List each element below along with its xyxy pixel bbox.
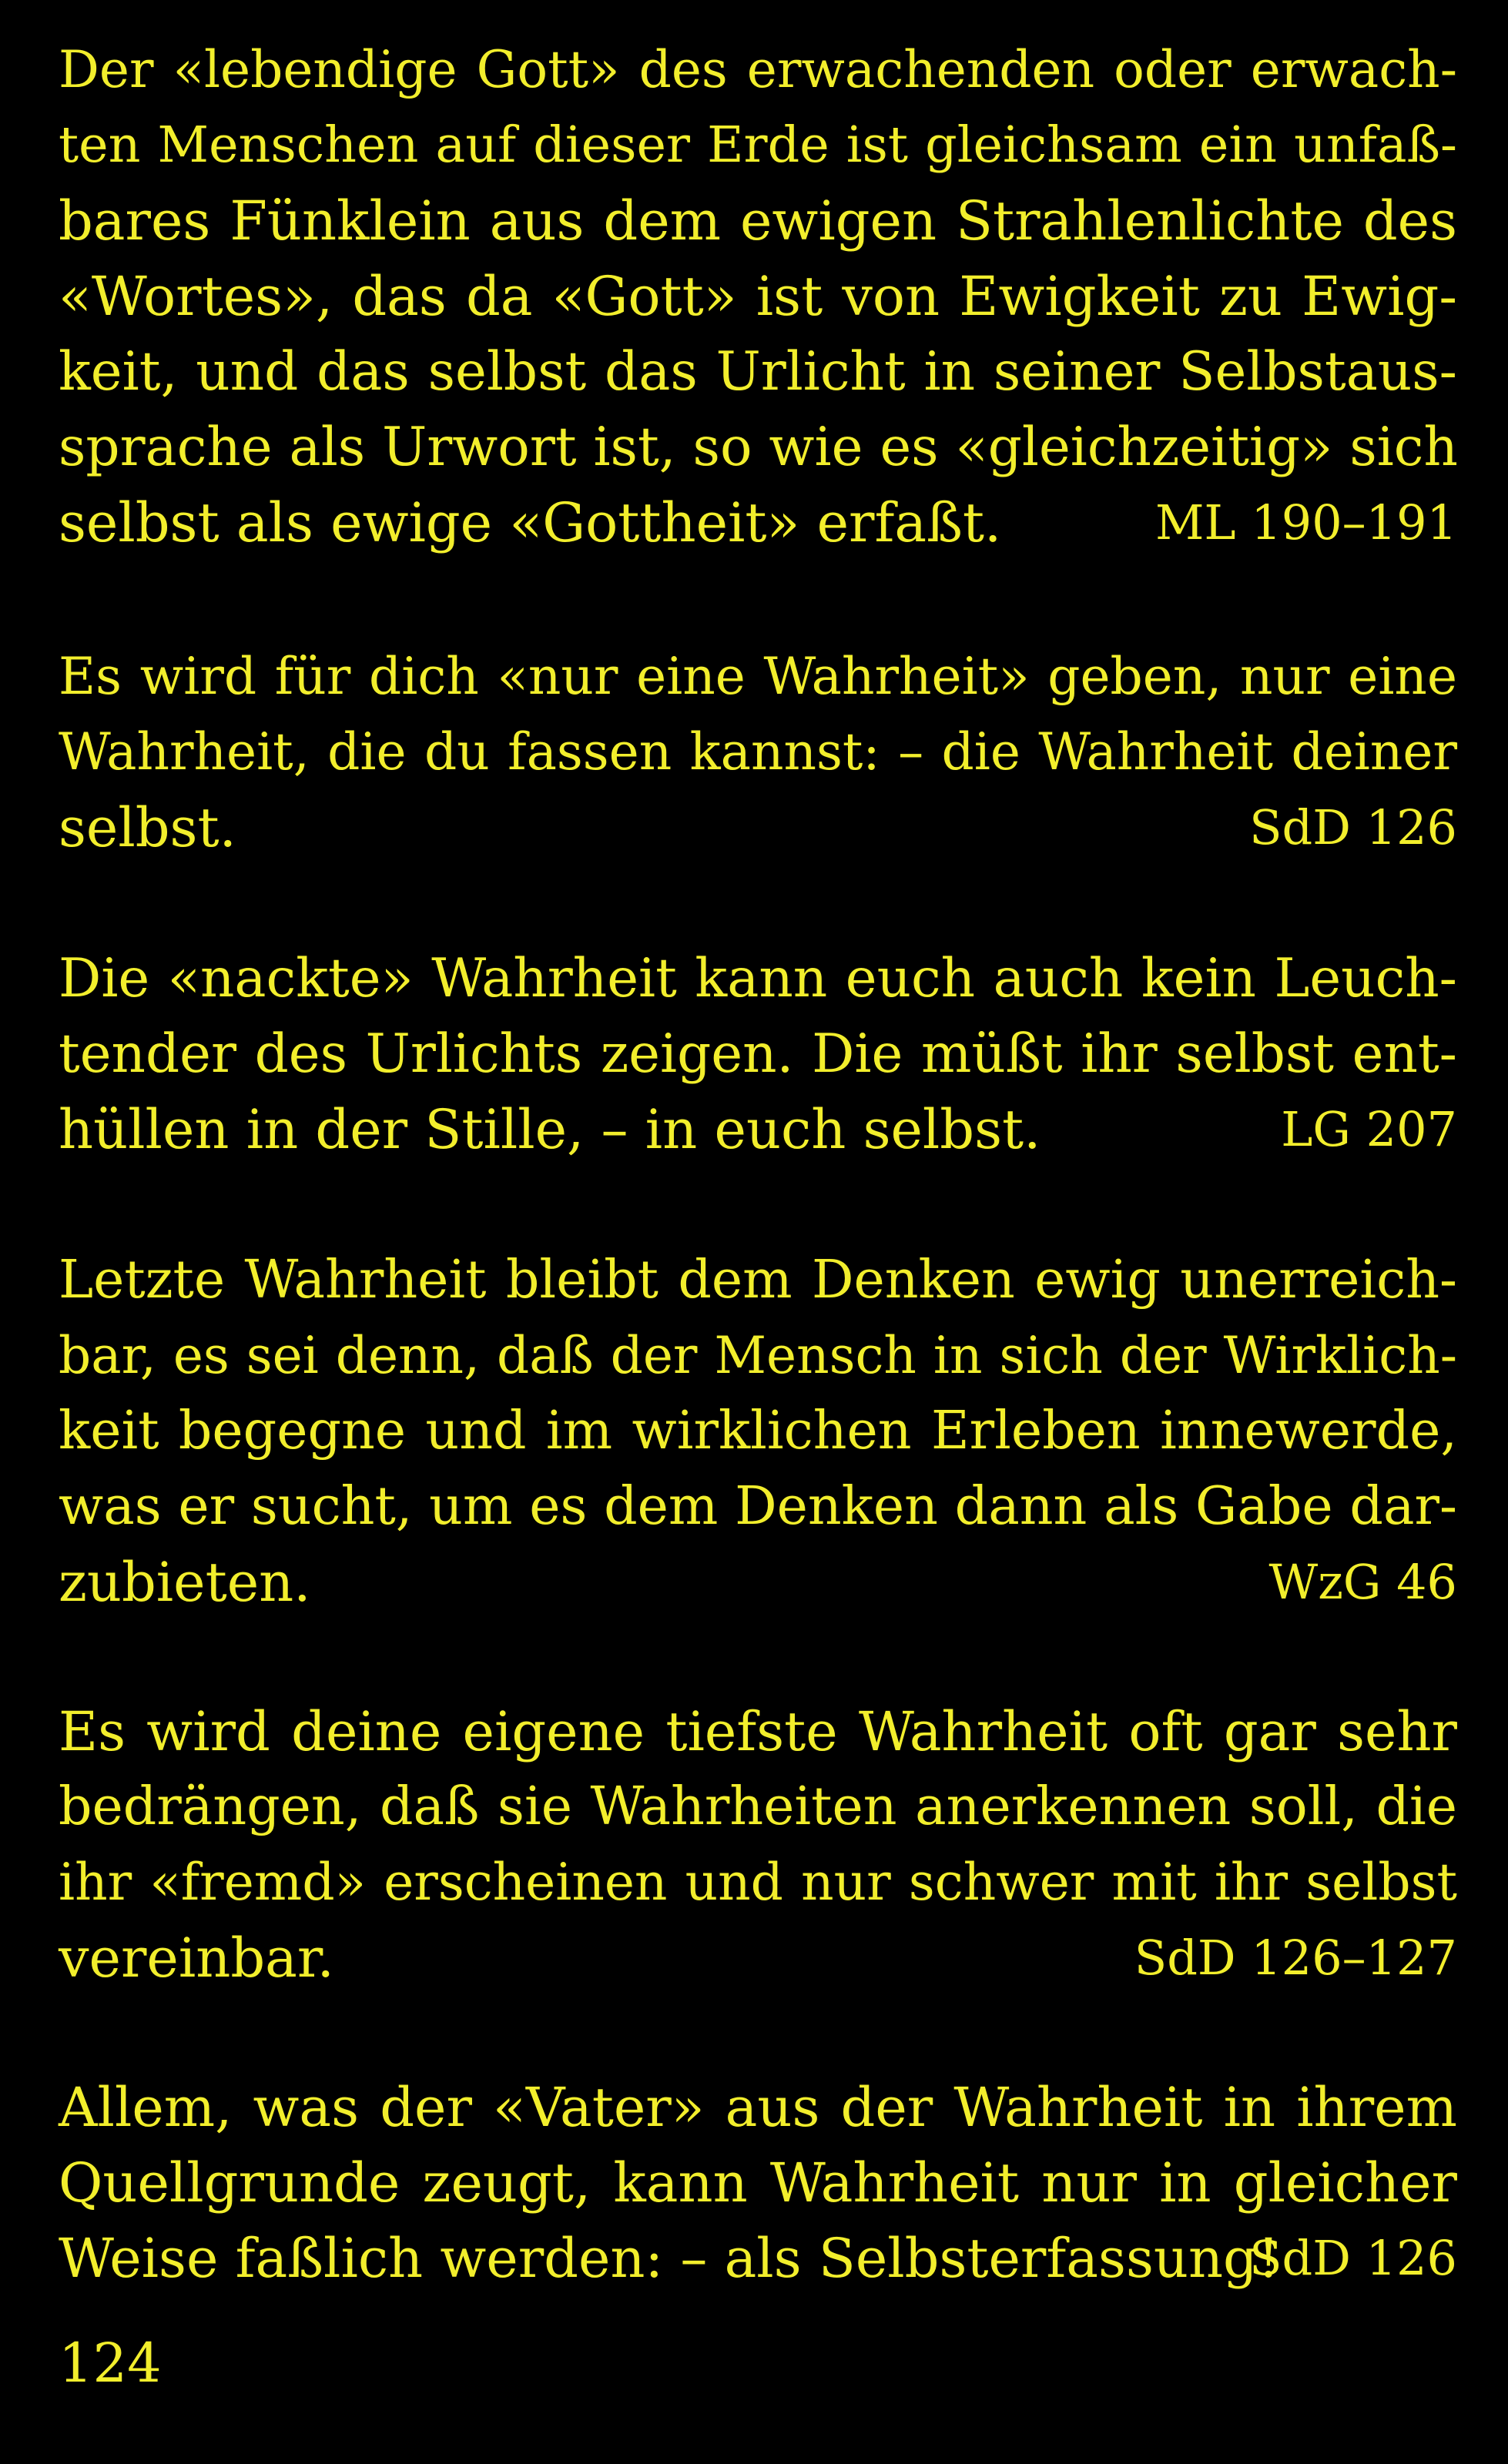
quote-line: ihr «fremd» erscheinen und nur schwer mit ihr selbst [59,1853,1457,1912]
quote-line: vereinbar. [59,1927,334,1990]
quote-line: sprache als Urwort ist, so wie es «gleichzeitig» sich [59,417,1458,478]
source-reference: SdD 126 [1249,799,1457,855]
quote-line: hüllen in der Stille, – in euch selbst. [59,1098,1041,1161]
quote-last-line [59,1092,1457,1167]
quote-1 [59,32,1457,561]
quote-line: keit begegne und im wirklichen Erleben innewerde, [59,1401,1457,1461]
quote-line: Es wird deine eigene tiefste Wahrheit oft gar sehr [59,1700,1457,1763]
quote-line: Die «nackte» Wahrheit kann euch auch kein Leuch- [59,948,1457,1009]
quote-6 [59,2070,1457,2296]
source-reference: LG 207 [1281,1101,1457,1157]
quote-line: selbst als ewige «Gottheit» erfaßt. [59,491,1002,554]
quote-line: selbst. [59,796,236,859]
source-reference: SdD 126 [1249,2230,1457,2286]
quote-2 [59,639,1457,865]
quote-line: bares Fünklein aus dem ewigen Strahlenlichte des [59,189,1457,253]
source-reference: ML 190–191 [1154,494,1457,551]
quote-line: ten Menschen auf dieser Erde ist gleichsam ein unfaß- [59,116,1457,174]
quote-last-line [59,790,1457,865]
quote-last-line [59,485,1457,561]
quote-last-line [59,2221,1457,2296]
quote-line: Wahrheit, die du fassen kannst: – die Wahrheit deiner [59,722,1457,782]
quote-line: Quellgrunde zeugt, kann Wahrheit nur in gleicher [59,2151,1457,2215]
quote-line: «Wortes», das da «Gott» ist von Ewigkeit zu Ewig- [59,265,1457,328]
quote-4 [59,1243,1457,1620]
quote-line: bar, es sei denn, daß der Mensch in sich der Wirklich- [59,1326,1457,1385]
quote-line: Allem, was der «Vater» aus der Wahrheit in ihrem [59,2076,1457,2139]
quote-line: was er sucht, um es dem Denken dann als Gabe dar- [59,1476,1457,1537]
quote-line: Der «lebendige Gott» des erwachenden oder erwach- [59,40,1457,99]
quote-line: zubieten. [59,1551,311,1614]
quote-line: Weise faßlich werden: – als Selbsterfassung! [59,2227,1279,2290]
quote-last-line [59,1920,1457,1996]
page-number: 124 [59,2332,162,2395]
quote-line: Letzte Wahrheit bleibt dem Denken ewig unerreich- [59,1250,1457,1311]
quote-3 [59,941,1457,1167]
quote-line: Es wird für dich «nur eine Wahrheit» geben, nur eine [59,647,1457,706]
quote-5 [59,1694,1457,1996]
source-reference: SdD 126–127 [1134,1930,1457,1986]
quote-line: tender des Urlichts zeigen. Die müßt ihr selbst ent- [59,1023,1457,1085]
quote-line: bedrängen, daß sie Wahrheiten anerkennen soll, die [59,1776,1457,1837]
source-reference: WzG 46 [1268,1554,1457,1610]
quote-line: keit, und das selbst das Urlicht in seiner Selbstaus- [59,341,1457,403]
quote-last-line [59,1545,1457,1620]
